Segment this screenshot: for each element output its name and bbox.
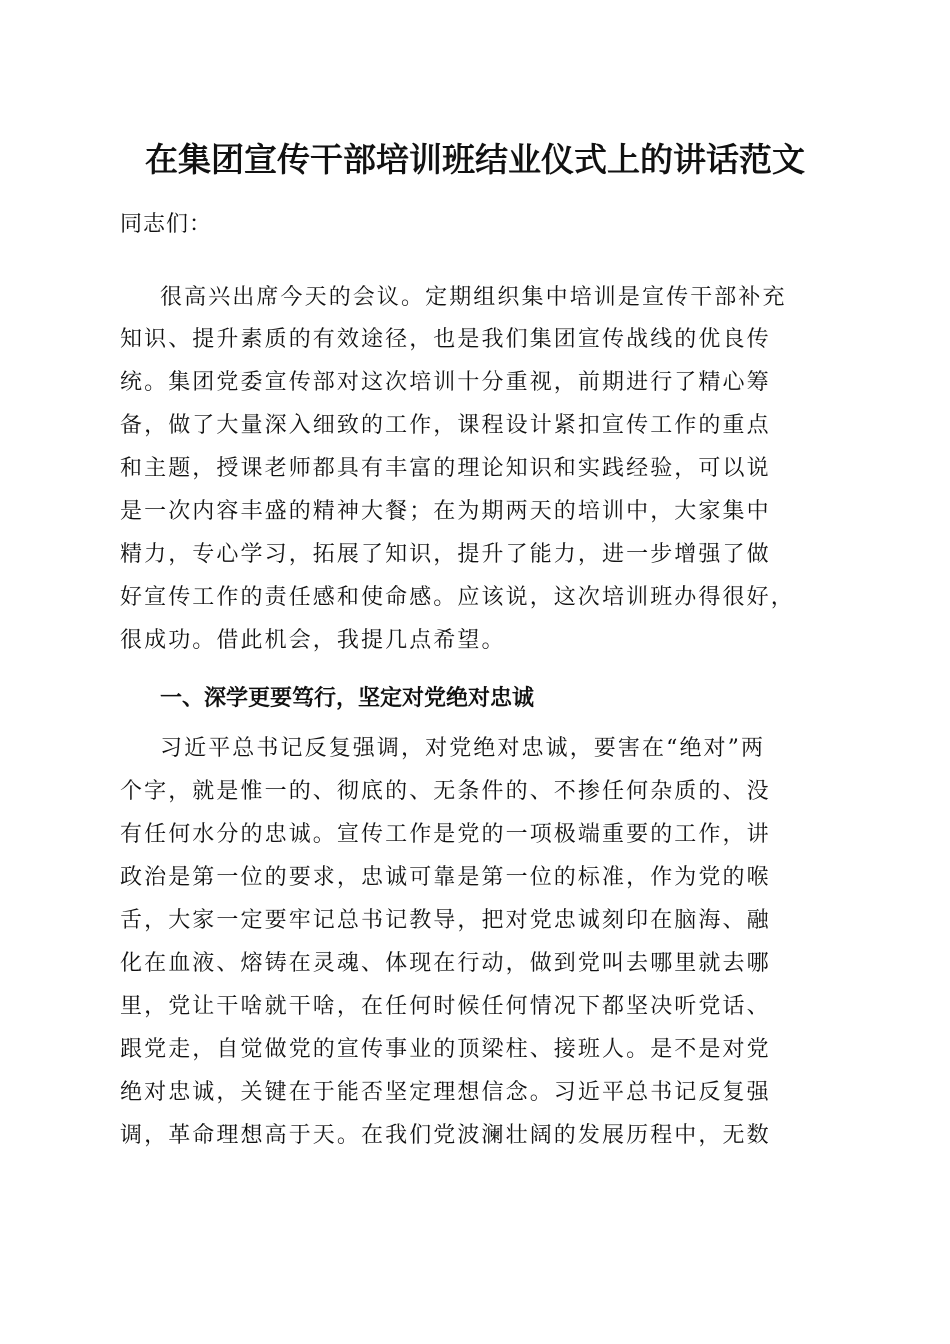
paragraph-line: 备，做了大量深入细致的工作，课程设计紧扣宣传工作的重点 (120, 413, 771, 438)
paragraph-line: 化在血液、熔铸在灵魂、体现在行动，做到党叫去哪里就去哪 (120, 951, 771, 976)
paragraph-line: 统。集团党委宣传部对这次培训十分重视，前期进行了精心筹 (120, 370, 771, 395)
paragraph-line: 好宣传工作的责任感和使命感。应该说，这次培训班办得很好， (120, 585, 795, 610)
paragraph-line: 舌，大家一定要牢记总书记教导，把对党忠诚刻印在脑海、融 (120, 908, 771, 933)
section-heading: 一、深学更要笃行，坚定对党绝对忠诚 (160, 686, 535, 711)
paragraph-line: 绝对忠诚，关键在于能否坚定理想信念。习近平总书记反复强 (120, 1080, 771, 1105)
paragraph-line: 政治是第一位的要求，忠诚可靠是第一位的标准，作为党的喉 (120, 865, 771, 890)
paragraph-line: 和主题，授课老师都具有丰富的理论知识和实践经验，可以说 (120, 456, 771, 481)
paragraph-line: 调，革命理想高于天。在我们党波澜壮阔的发展历程中，无数 (120, 1123, 771, 1148)
paragraph-line: 习近平总书记反复强调，对党绝对忠诚，要害在“绝对”两 (160, 736, 766, 761)
paragraph-line: 知识、提升素质的有效途径，也是我们集团宣传战线的优良传 (120, 327, 771, 352)
paragraph-line: 很高兴出席今天的会议。定期组织集中培训是宣传干部补充 (160, 285, 787, 310)
greeting: 同志们： (120, 212, 213, 237)
paragraph-line: 很成功。借此机会，我提几点希望。 (120, 628, 506, 653)
paragraph-line: 是一次内容丰盛的精神大餐；在为期两天的培训中，大家集中 (120, 499, 771, 524)
paragraph-line: 有任何水分的忠诚。宣传工作是党的一项极端重要的工作，讲 (120, 822, 771, 847)
paragraph-line: 精力，专心学习，拓展了知识，提升了能力，进一步增强了做 (120, 542, 771, 567)
paragraph-line: 个字，就是惟一的、彻底的、无条件的、不掺任何杂质的、没 (120, 779, 771, 804)
paragraph-line: 跟党走，自觉做党的宣传事业的顶梁柱、接班人。是不是对党 (120, 1037, 771, 1062)
document-title: 在集团宣传干部培训班结业仪式上的讲话范文 (145, 140, 805, 179)
paragraph-line: 里，党让干啥就干啥，在任何时候任何情况下都坚决听党话、 (120, 994, 771, 1019)
